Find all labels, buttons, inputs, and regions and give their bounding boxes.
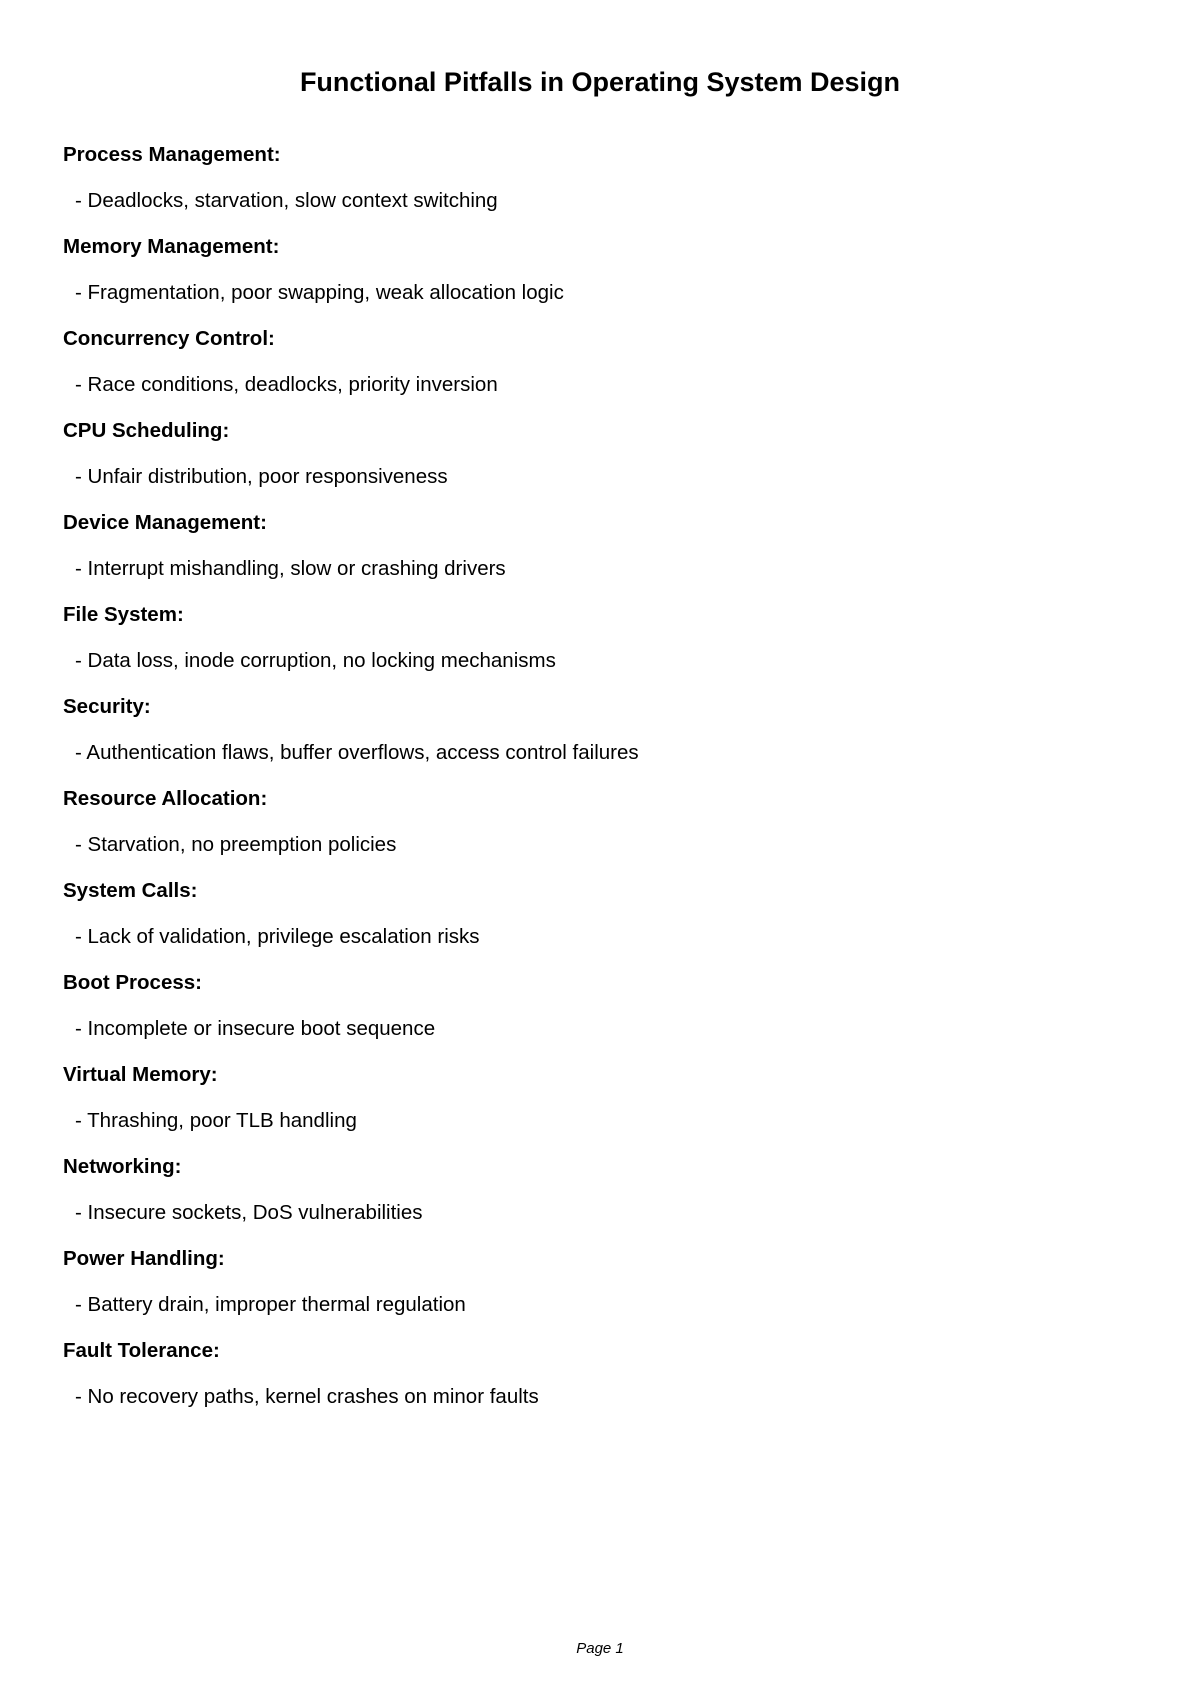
section-virtual-memory bbox=[63, 1063, 1143, 1155]
section-heading: Fault Tolerance: bbox=[63, 1339, 220, 1362]
section-file-system bbox=[63, 603, 1143, 695]
section-resource-allocation bbox=[63, 787, 1143, 879]
section-heading: Boot Process: bbox=[63, 971, 202, 994]
section-concurrency-control bbox=[63, 327, 1143, 419]
section-item: - Interrupt mishandling, slow or crashing drivers bbox=[75, 557, 506, 580]
section-item: - Incomplete or insecure boot sequence bbox=[75, 1017, 436, 1040]
section-cpu-scheduling bbox=[63, 419, 1143, 511]
section-heading: Resource Allocation: bbox=[63, 787, 268, 810]
section-item: - Lack of validation, privilege escalation risks bbox=[75, 925, 480, 948]
section-system-calls bbox=[63, 879, 1143, 971]
section-heading: Memory Management: bbox=[63, 235, 280, 258]
page-title: Functional Pitfalls in Operating System Design bbox=[299, 67, 901, 97]
section-heading: File System: bbox=[63, 603, 184, 626]
section-item: - Deadlocks, starvation, slow context switching bbox=[75, 189, 498, 212]
section-boot-process bbox=[63, 971, 1143, 1063]
section-heading: Virtual Memory: bbox=[63, 1063, 218, 1086]
section-item: - Thrashing, poor TLB handling bbox=[75, 1109, 357, 1132]
section-heading: Process Management: bbox=[63, 143, 281, 166]
section-power-handling bbox=[63, 1247, 1143, 1339]
section-heading: Power Handling: bbox=[63, 1247, 225, 1270]
section-item: - Unfair distribution, poor responsiveness bbox=[75, 465, 448, 488]
section-item: - Fragmentation, poor swapping, weak allocation logic bbox=[75, 281, 564, 304]
section-item: - Authentication flaws, buffer overflows, access control failures bbox=[75, 741, 639, 764]
section-security bbox=[63, 695, 1143, 787]
section-networking bbox=[63, 1155, 1143, 1247]
section-heading: CPU Scheduling: bbox=[63, 419, 230, 442]
section-item: - Starvation, no preemption policies bbox=[75, 833, 397, 856]
section-fault-tolerance bbox=[63, 1339, 1143, 1431]
section-item: - Battery drain, improper thermal regulation bbox=[75, 1293, 466, 1316]
section-item: - No recovery paths, kernel crashes on minor faults bbox=[75, 1385, 539, 1408]
section-heading: Concurrency Control: bbox=[63, 327, 275, 350]
section-memory-management bbox=[63, 235, 1143, 327]
section-list bbox=[63, 143, 1143, 1431]
section-heading: Networking: bbox=[63, 1155, 182, 1178]
section-heading: Security: bbox=[63, 695, 151, 718]
section-item: - Data loss, inode corruption, no locking mechanisms bbox=[75, 649, 556, 672]
section-heading: System Calls: bbox=[63, 879, 198, 902]
section-heading: Device Management: bbox=[63, 511, 267, 534]
page-number: Page 1 bbox=[576, 1640, 624, 1657]
section-process-management bbox=[63, 143, 1143, 235]
section-device-management bbox=[63, 511, 1143, 603]
section-item: - Race conditions, deadlocks, priority inversion bbox=[75, 373, 498, 396]
section-item: - Insecure sockets, DoS vulnerabilities bbox=[75, 1201, 423, 1224]
